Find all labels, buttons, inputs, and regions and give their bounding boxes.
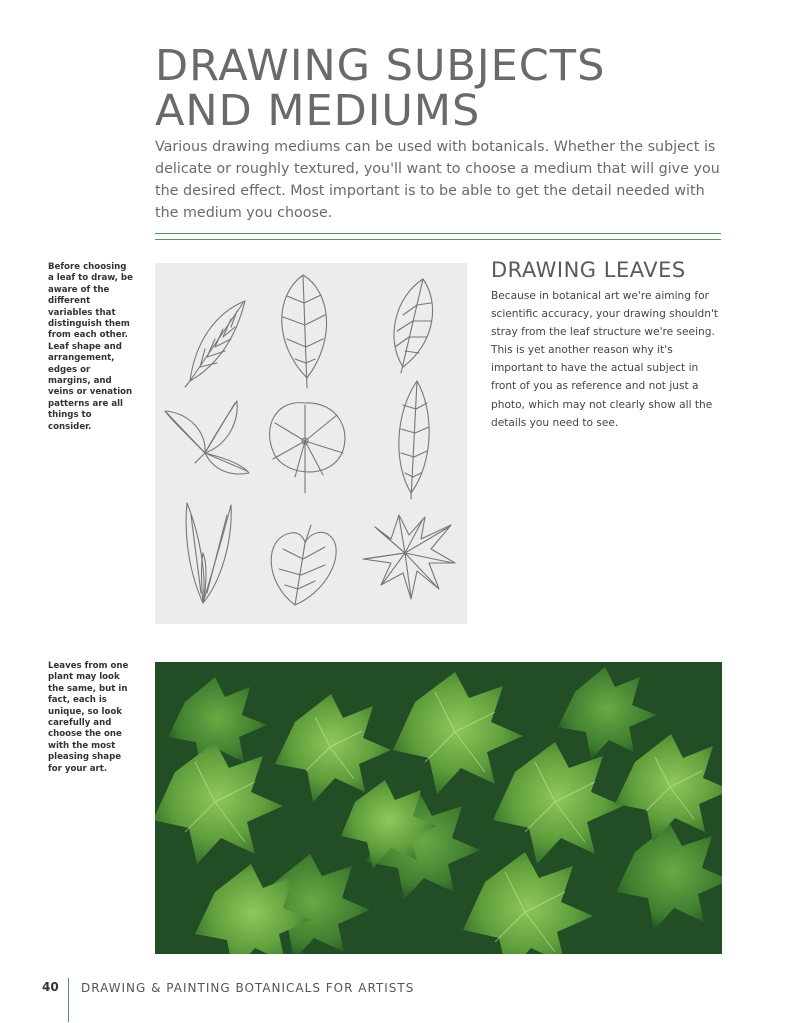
sketch-caption: Before choosing a leaf to draw, be aware of the different variables that distinguish them from each other. Leaf shape and arrangement, edges or margins, and veins or venation patterns are all things to consider.: [48, 262, 133, 432]
sketch-leaf-8: [271, 525, 336, 605]
sketch-leaf-5: [270, 403, 345, 493]
page-title: [155, 41, 715, 136]
sketch-leaf-3: [394, 279, 433, 373]
divider-rule-top: [155, 233, 721, 234]
foliage-photo: [155, 662, 722, 954]
sketch-leaf-4: [165, 401, 249, 474]
sketch-leaf-1: [185, 301, 245, 387]
sketch-leaf-2: [282, 275, 327, 388]
page-title-line-1: DRAWING SUBJECTS: [155, 41, 606, 91]
footer-divider: [68, 978, 69, 1022]
section-title: DRAWING LEAVES: [491, 258, 686, 282]
section-body: Because in botanical art we're aiming for scientific accuracy, your drawing shouldn't stray from the leaf structure we're seeing. This is yet another reason why it's important to have the actual subject in front of you as reference and not just a photo, which may not clearly show all the details you need to see.: [491, 290, 719, 429]
photo-caption: Leaves from one plant may look the same, but in fact, each is unique, so look carefully and choose the one with the most pleasing shape for your art.: [48, 661, 129, 774]
running-footer-title: DRAWING & PAINTING BOTANICALS FOR ARTISTS: [81, 981, 415, 995]
sketch-leaf-7: [186, 503, 231, 603]
page-title-line-2: AND MEDIUMS: [155, 86, 481, 136]
divider-rule-bottom: [155, 239, 721, 240]
page-number: 40: [42, 980, 59, 994]
sketch-leaf-9: [363, 515, 455, 599]
intro-paragraph: Various drawing mediums can be used with botanicals. Whether the subject is delicate or roughly textured, you'll want to choose a medium that will give you the desired effect. Most important is to be able to get the detail needed with the medium you choose.: [155, 139, 720, 221]
leaf-sketch-illustration: [155, 263, 467, 624]
sketch-leaf-6: [399, 381, 429, 499]
